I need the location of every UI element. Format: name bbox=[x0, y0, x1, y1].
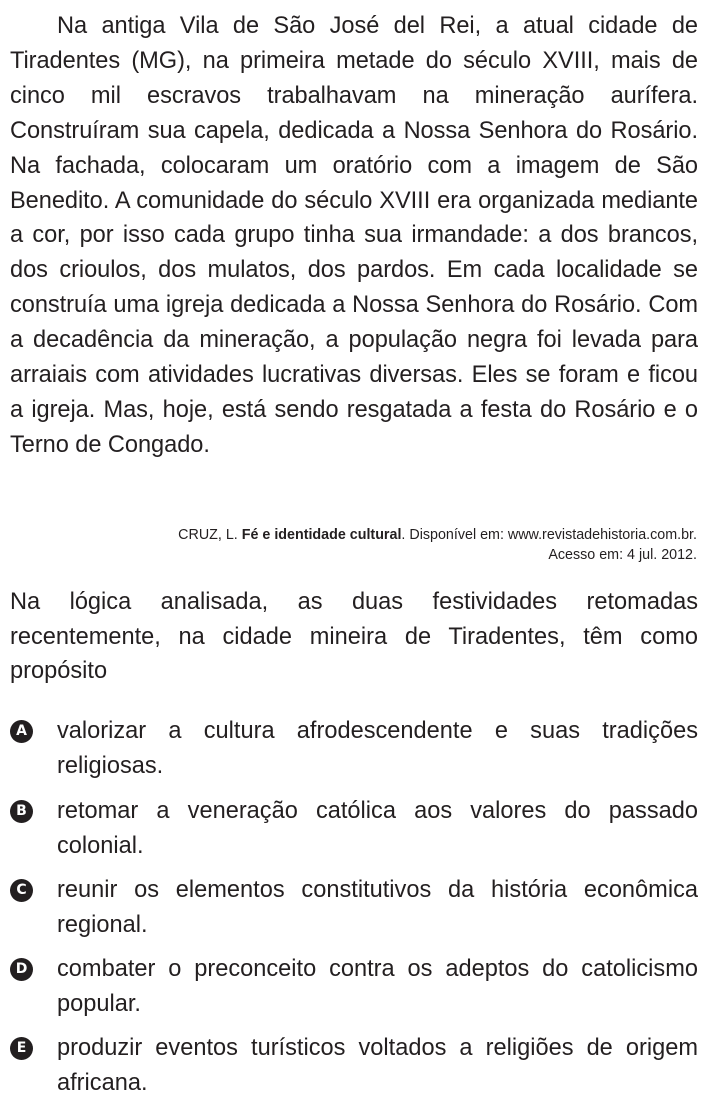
option-b[interactable] bbox=[10, 794, 698, 863]
option-a-text: valorizar a cultura afrodescendente e suas tradições religiosas. bbox=[57, 718, 698, 779]
citation-access-date: Acesso em: 4 jul. 2012. bbox=[548, 547, 697, 563]
citation bbox=[57, 525, 697, 565]
option-a-letter-badge: A bbox=[10, 720, 33, 743]
option-c-text: reunir os elementos constitutivos da história econômica regional. bbox=[57, 877, 698, 938]
option-e-text: produzir eventos turísticos voltados a religiões de origem africana. bbox=[57, 1035, 698, 1096]
citation-author: CRUZ, L. bbox=[178, 527, 242, 543]
option-a[interactable] bbox=[10, 714, 698, 783]
option-d-text: combater o preconceito contra os adeptos do catolicismo popular. bbox=[57, 956, 698, 1017]
question-stem: Na lógica analisada, as duas festividades retomadas recentemente, na cidade mineira de Tiradentes, têm como propósito bbox=[10, 589, 698, 684]
option-b-text: retomar a veneração católica aos valores do passado colonial. bbox=[57, 798, 698, 859]
option-c-letter-badge: C bbox=[10, 879, 33, 902]
option-e[interactable] bbox=[10, 1031, 698, 1100]
option-e-letter-badge: E bbox=[10, 1037, 33, 1060]
source-passage: Na antiga Vila de São José del Rei, a atual cidade de Tiradentes (MG), na primeira metade do século XVIII, mais de cinco mil escravos trabalhavam na mineração aurífera. Construíram sua capela, dedicada a Nossa Senhora do Rosário. Na fachada, colocaram um oratório com a imagem de São Benedito. A comunidade do século XVIII era organizada mediante a cor, por isso cada grupo tinha sua irmandade: a dos brancos, dos crioulos, dos mulatos, dos pardos. Em cada localidade se construía uma igreja dedicada a Nossa Senhora do Rosário. Com a decadência da mineração, a população negra foi levada para arraiais com atividades lucrativas diversas. Eles se foram e ficou a igreja. Mas, hoje, está sendo resgatada a festa do Rosário e o Terno de Congado. bbox=[10, 13, 698, 458]
option-b-letter-badge: B bbox=[10, 800, 33, 823]
citation-title: Fé e identidade cultural bbox=[241, 527, 402, 543]
citation-availability: . Disponível em: www.revistadehistoria.com.br. bbox=[401, 527, 697, 543]
option-d[interactable] bbox=[10, 952, 698, 1021]
option-d-letter-badge: D bbox=[10, 958, 33, 981]
option-c[interactable] bbox=[10, 873, 698, 942]
